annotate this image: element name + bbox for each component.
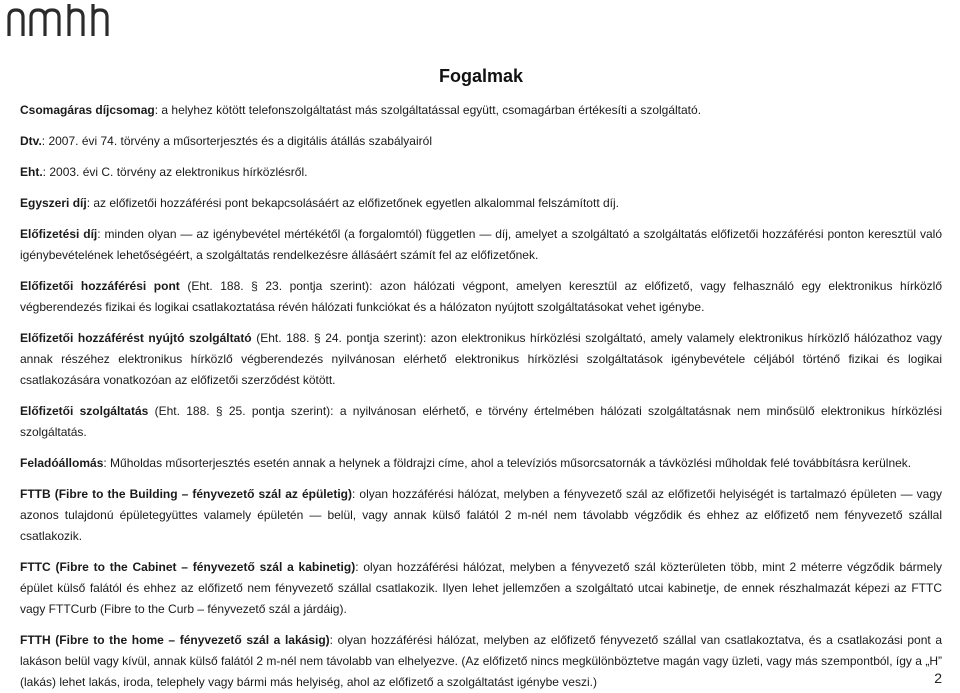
definition-text: olyan hozzáférési hálózat, melyben az előfizető fényvezető szállal van csatlakoztatva, és a csatlakozási pont a lakáson belül vagy kívül, annak külső falától 2 m-nél nem távolabb van elhelyezve. (Az előfizető nincs megkülönböztetve magán vagy üzleti, vagy más szempontból, így a „H” (lakás) lehet lakás, iroda, telephely vagy bármi más helyiség, ahol az előfizető a szolgáltatást igénybe veszi.) <box>20 633 943 689</box>
definition-text: olyan hozzáférési hálózat, melyben a fényvezető szál az előfizetői helyiségét is tartalmazó épületen — vagy azonos tulajdonú épületegyüttes valamely épületén — belül, vagy annak külső falától 2 m-nél nem távolabb végződik és ehhez az előfizető nem fényvezető szállal csatlakozik. <box>20 487 942 543</box>
definition-text: az előfizetői hozzáférési pont bekapcsolásáért az előfizetőnek egyetlen alkalommal felszámított díj. <box>93 196 619 210</box>
definition-fttc <box>20 557 942 620</box>
definition-text: azon hálózati végpont, amelyen keresztül az előfizető, vagy felhasználó egy elektronikus hírközlő végberendezés fizikai és logikai csatlakoztatása révén hálózati funkciókat és a hálózaton nyújtott szolgáltatásokat vehet igénybe. <box>20 279 943 314</box>
separator: : <box>86 196 94 210</box>
separator: : <box>329 633 338 647</box>
term: Feladóállomás <box>20 456 104 470</box>
definition-text: azon elektronikus hírközlési szolgáltató, amely valamely elektronikus hírközlő hálózathoz vagy annak részéhez elektronikus hírközlő végberendezés nyilvánosan elérhető elektronikus hírközlési szolgáltatások igénybevétele céljából történő fizikai és logikai csatlakozására vonatkozóan az előfizetői szerződést kötött. <box>20 331 942 387</box>
definition-text: 2007. évi 74. törvény a műsorterjesztés és a digitális átállás szabályairól <box>48 134 432 148</box>
term: Egyszeri díj <box>20 196 87 210</box>
separator: : <box>41 134 49 148</box>
separator: : <box>97 227 105 241</box>
term: FTTB (Fibre to the Building – fényvezető szál az épületig) <box>20 487 352 501</box>
term: FTTH (Fibre to the home – fényvezető szál a lakásig) <box>20 633 330 647</box>
definition-feladoallomas <box>20 453 942 474</box>
definition-ftth <box>20 630 942 693</box>
separator: (Eht. 188. § 25. pontja szerint): <box>148 404 340 418</box>
separator: : <box>42 165 50 179</box>
separator: : <box>351 487 360 501</box>
definition-elofizetesi-dij <box>20 224 942 266</box>
term: Dtv. <box>20 134 42 148</box>
term: Előfizetői hozzáférést nyújtó szolgáltató <box>20 331 252 345</box>
separator: (Eht. 188. § 23. pontja szerint): <box>179 279 381 293</box>
definitions-list <box>20 100 942 693</box>
term: Eht. <box>20 165 43 179</box>
nmhh-logo <box>6 2 126 38</box>
definition-text: a nyilvánosan elérhető, e törvény értelmében hálózati szolgáltatásnak nem minősülő elektronikus hírközlési szolgáltatás. <box>20 404 943 439</box>
separator: : <box>103 456 111 470</box>
nmhh-logo-mark <box>6 2 126 38</box>
separator: : <box>154 103 162 117</box>
definition-text: 2003. évi C. törvény az elektronikus hírközlésről. <box>49 165 308 179</box>
definition-eht <box>20 162 942 183</box>
page-title: Fogalmak <box>438 66 523 86</box>
definition-csomagaras <box>20 100 942 121</box>
term: FTTC (Fibre to the Cabinet – fényvezető szál a kabinetig) <box>20 560 356 574</box>
definition-fttb <box>20 484 942 547</box>
page-title-container <box>0 66 960 87</box>
definition-text: olyan hozzáférési hálózat, melyben a fényvezető szál közterületen több, mint 2 méterre végződik bármely épület külső falától és ehhez az előfizető nem fényvezető szállal csatlakozik. Ilyen lehet jellemzően a szolgáltató utcai kabinetje, de ennek részhalmazát képezi az FTTC vagy FTTCurb (Fibre to the Curb – fényvezető szál a járdáig). <box>20 560 942 616</box>
term: Csomagáras díjcsomag <box>20 103 155 117</box>
definition-elofizetoi-hozzaferesi-pont <box>20 276 942 318</box>
separator: : <box>355 560 364 574</box>
definition-elofizetoi-szolgaltatas <box>20 401 942 443</box>
term: Előfizetési díj <box>20 227 98 241</box>
definition-text: Műholdas műsorterjesztés esetén annak a helynek a földrajzi címe, ahol a televíziós műsorcsatornák a távközlési műholdak felé továbbításra kerülnek. <box>110 456 912 470</box>
separator: (Eht. 188. § 24. pontja szerint): <box>251 331 431 345</box>
definition-hozzaferest-nyujto-szolgaltato <box>20 328 942 391</box>
term: Előfizetői szolgáltatás <box>20 404 149 418</box>
definition-text: a helyhez kötött telefonszolgáltatást más szolgáltatással együtt, csomagárban értékesíti a szolgáltató. <box>161 103 702 117</box>
definition-dtv <box>20 131 942 152</box>
definition-text: minden olyan — az igénybevétel mértékétől (a forgalomtól) független — díj, amelyet a szolgáltató a szolgáltatás előfizetői hozzáférési ponton keresztül való igénybevételének lehetőségéért, a szolgáltatás rendelkezésre állásáért számít fel az előfizetőnek. <box>20 227 943 262</box>
definition-egyszeri-dij <box>20 193 942 214</box>
term: Előfizetői hozzáférési pont <box>20 279 180 293</box>
page-number: 2 <box>934 670 942 686</box>
